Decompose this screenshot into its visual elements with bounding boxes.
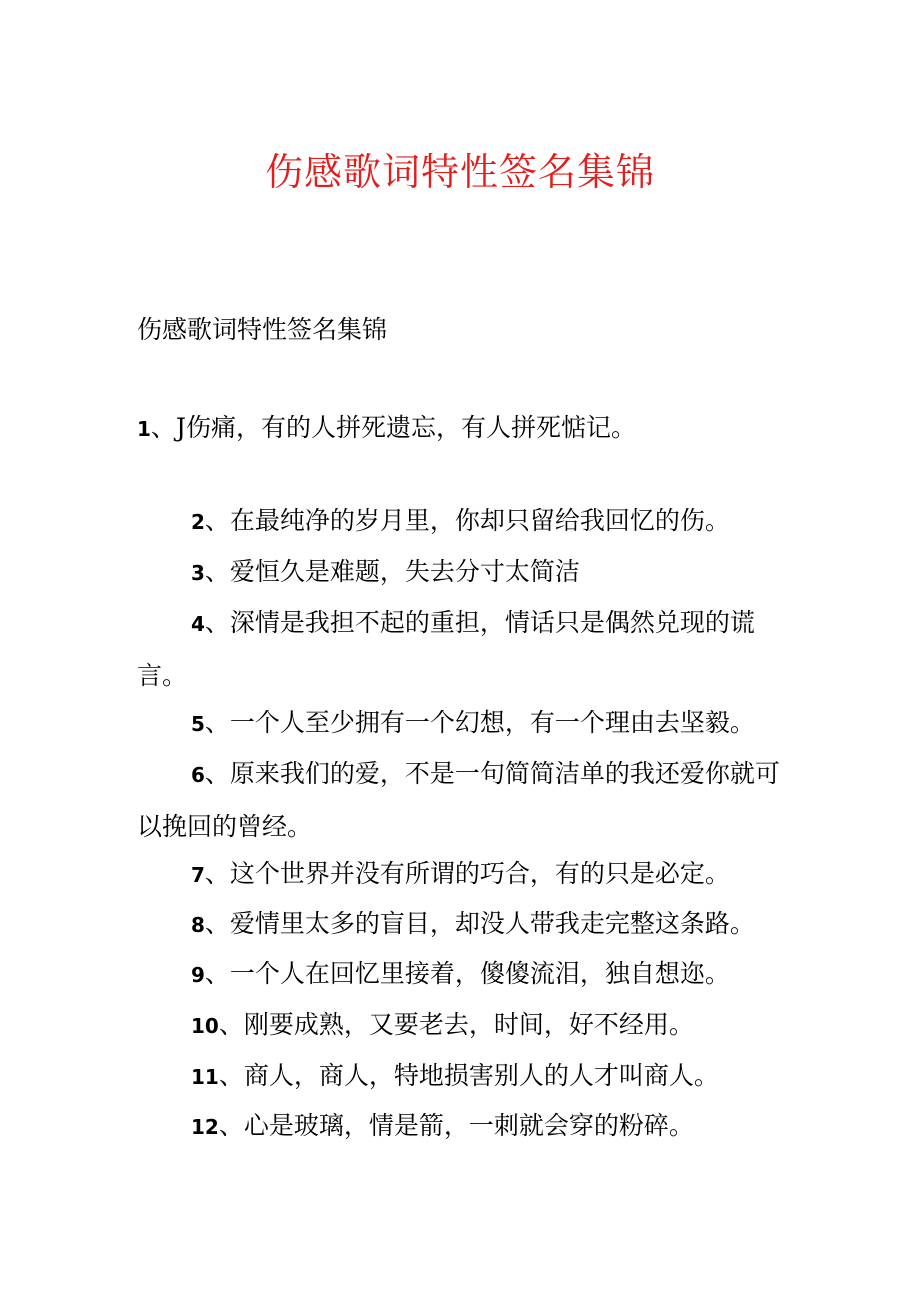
item-text: 、一个人至少拥有一个幻想，有一个理由去坚毅。 <box>204 708 755 737</box>
item-text: 、爱情里太多的盲目，却没人带我走完整这条路。 <box>204 909 755 938</box>
item-text: 、深情是我担不起的重担，情话只是偶然兑现的谎言。 <box>137 608 755 690</box>
list-item <box>137 495 787 548</box>
list-item <box>137 1100 787 1153</box>
item-number: 3 <box>191 561 205 585</box>
item-number: 11 <box>191 1065 219 1089</box>
item-number: 9 <box>191 963 205 987</box>
document-subtitle: 伤感歌词特性签名集锦 <box>137 315 388 344</box>
item-number: 7 <box>191 863 205 887</box>
item-number: 5 <box>191 712 205 736</box>
document-title: 伤感歌词特性签名集锦 <box>264 150 655 194</box>
item-text: 、商人，商人，特地损害别人的人才叫商人。 <box>218 1061 719 1090</box>
list-item <box>137 948 787 1001</box>
list-item <box>137 999 787 1052</box>
list-item <box>137 898 787 951</box>
item-number: 2 <box>191 510 205 534</box>
item-number: 10 <box>191 1014 219 1038</box>
item-text: 、原来我们的爱，不是一句简简洁单的我还爱你就可以挽回的曾经。 <box>137 759 780 841</box>
item-text: 、心是玻璃，情是箭，一刺就会穿的粉碎。 <box>218 1111 694 1140</box>
item-number: 1 <box>137 417 151 441</box>
list-item <box>137 402 787 455</box>
item-text: 、J伤痛，有的人拼死遗忘，有人拼死惦记。 <box>150 413 636 442</box>
list-item <box>137 697 787 750</box>
item-number: 6 <box>191 763 205 787</box>
item-text: 、一个人在回忆里接着，傻傻流泪，独自想迩。 <box>204 959 730 988</box>
list-item <box>137 546 787 599</box>
item-text: 、爱恒久是难题，失去分寸太简洁 <box>204 557 580 586</box>
list-item <box>137 748 787 852</box>
item-number: 8 <box>191 913 205 937</box>
list-item <box>137 848 787 901</box>
list-item <box>137 597 787 701</box>
item-number: 4 <box>191 612 205 636</box>
item-text: 、在最纯净的岁月里，你却只留给我回忆的伤。 <box>204 506 730 535</box>
item-text: 、刚要成熟，又要老去，时间，好不经用。 <box>218 1010 694 1039</box>
list-item <box>137 1050 787 1103</box>
item-number: 12 <box>191 1115 219 1139</box>
item-text: 、这个世界并没有所谓的巧合，有的只是必定。 <box>204 859 730 888</box>
